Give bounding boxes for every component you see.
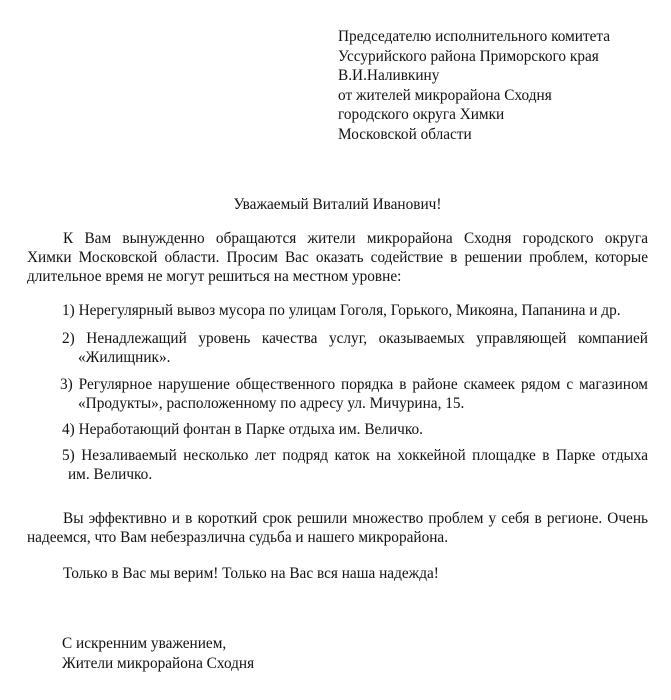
problem-item [62,329,648,367]
signature-line: С искренним уважением, [62,635,227,652]
problem-item [62,301,648,320]
signature-block [62,634,254,674]
addressee-line: Уссурийского района Приморского края [338,47,599,65]
addressee-line: городского округа Химки [338,106,505,123]
problem-text: 2) Ненадлежащий уровень качества услуг, оказываемых управляющей компанией [62,330,648,347]
signature-line: Жители микрорайона Сходня [62,655,255,672]
problem-text-continued: им. Величко. [68,466,153,483]
closing-paragraph [27,509,648,547]
intro-line: К Вам вынужденно обращаются жители микрорайона Сходня городского округа [63,230,648,247]
hope-paragraph [27,564,648,583]
addressee-line: Председателю исполнительного комитета [338,28,611,45]
addressee-line: В.И.Наливкину [338,67,440,84]
greeting: Уважаемый Виталий Иванович! [233,196,442,213]
problem-text: 5) Незаливаемый несколько лет подряд каток на хоккейной площадке в Парке отдыха [62,447,648,464]
addressee-line: Московской области [338,125,472,143]
intro-line: Химки Московской области. Просим Вас оказать содействие в решении проблем, которые [27,249,648,266]
intro-line: длительное время не могут решиться на местном уровне: [27,268,402,285]
problem-text-continued: «Жилищник». [78,349,171,366]
problem-text-continued: «Продукты», расположенному по адресу ул. Мичурина, 15. [78,395,465,412]
problem-text: 3) Регулярное нарушение общественного порядка в районе скамеек рядом с магазином [60,376,648,393]
addressee-block [338,27,658,144]
intro-paragraph [27,229,648,286]
problem-item [62,446,648,484]
addressee-line: от жителей микрорайона Сходня [338,86,552,104]
problem-text: 1) Нерегулярный вывоз мусора по улицам Гоголя, Горького, Микояна, Папанина и др. [62,302,621,319]
problem-item [62,375,648,413]
hope-line: Только в Вас мы верим! Только на Вас вся наша надежда! [63,565,439,582]
problem-text: 4) Неработающий фонтан в Парке отдыха им. Величко. [62,421,423,438]
closing-line: Вы эффективно и в короткий срок решили множество проблем у себя в регионе. Очень [63,510,648,527]
closing-line: надеемся, что Вам небезразлична судьба и нашего микрорайона. [27,529,449,546]
problem-item [62,420,648,439]
